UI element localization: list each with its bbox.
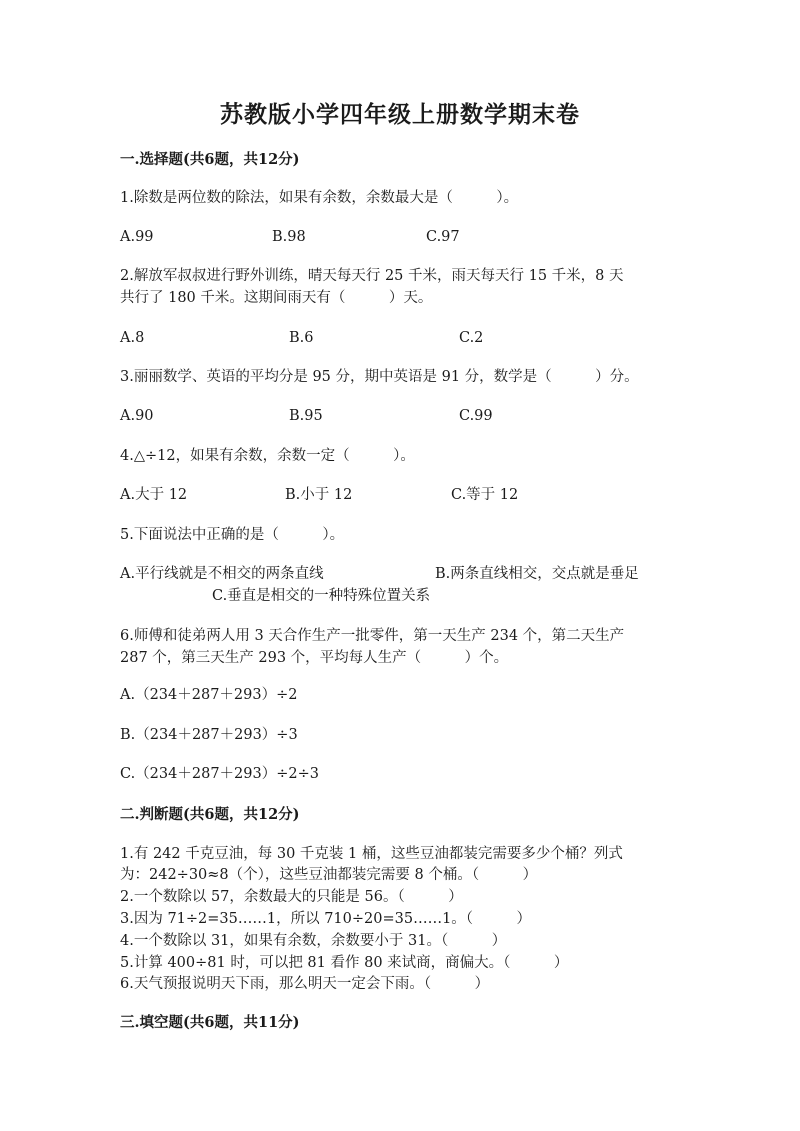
question-2-option-b: B.6 xyxy=(289,330,314,346)
question-2-option-c: C.2 xyxy=(459,330,484,346)
question-3-option-b: B.95 xyxy=(289,408,323,424)
judgment-1-line-1: 1.有 242 千克豆油，每 30 千克装 1 桶，这些豆油都装完需要多少个桶？列式 xyxy=(120,846,623,862)
exam-title: 苏教版小学四年级上册数学期末卷 xyxy=(220,101,580,128)
question-6-option-b: B.（234＋287＋293）÷3 xyxy=(120,727,298,743)
question-5-option-c: C.垂直是相交的一种特殊位置关系 xyxy=(212,588,431,604)
question-4-option-a: A.大于 12 xyxy=(120,487,188,503)
section-1-heading: 一.选择题(共6题，共12分) xyxy=(120,151,300,168)
question-5-option-a: A.平行线就是不相交的两条直线 xyxy=(120,566,324,582)
question-6-line-2: 287 个，第三天生产 293 个，平均每人生产（ ）个。 xyxy=(120,650,509,666)
judgment-3: 3.因为 71÷2=35……1，所以 710÷20=35……1。（ ） xyxy=(120,911,532,927)
section-2-heading: 二.判断题(共6题，共12分) xyxy=(120,806,300,823)
question-4: 4.△÷12，如果有余数，余数一定（ ）。 xyxy=(120,448,415,464)
question-1-option-a: A.99 xyxy=(120,229,154,245)
judgment-4: 4.一个数除以 31，如果有余数，余数要小于 31。（ ） xyxy=(120,933,507,949)
section-3-heading: 三.填空题(共6题，共11分) xyxy=(120,1014,300,1031)
question-1-option-c: C.97 xyxy=(426,229,460,245)
question-5: 5.下面说法中正确的是（ ）。 xyxy=(120,527,345,543)
judgment-2: 2.一个数除以 57，余数最大的只能是 56。（ ） xyxy=(120,889,463,905)
judgment-1-line-2: 为：242÷30≈8（个），这些豆油都装完需要 8 个桶。（ ） xyxy=(120,867,538,883)
question-2-line-1: 2.解放军叔叔进行野外训练，晴天每天行 25 千米，雨天每天行 15 千米，8 天 xyxy=(120,268,624,284)
question-3-option-c: C.99 xyxy=(459,408,493,424)
question-5-option-b: B.两条直线相交，交点就是垂足 xyxy=(435,566,639,582)
question-6-option-c: C.（234＋287＋293）÷2÷3 xyxy=(120,766,319,782)
question-1-option-b: B.98 xyxy=(272,229,306,245)
question-4-option-c: C.等于 12 xyxy=(451,487,519,503)
question-6-line-1: 6.师傅和徒弟两人用 3 天合作生产一批零件，第一天生产 234 个，第二天生产 xyxy=(120,628,625,644)
question-3-option-a: A.90 xyxy=(120,408,154,424)
question-2-option-a: A.8 xyxy=(120,330,145,346)
question-3: 3.丽丽数学、英语的平均分是 95 分，期中英语是 91 分，数学是（ ）分。 xyxy=(120,369,639,385)
question-4-option-b: B.小于 12 xyxy=(285,487,353,503)
judgment-6: 6.天气预报说明天下雨，那么明天一定会下雨。（ ） xyxy=(120,976,490,992)
question-1: 1.除数是两位数的除法，如果有余数，余数最大是（ ）。 xyxy=(120,190,519,206)
question-6-option-a: A.（234＋287＋293）÷2 xyxy=(120,687,298,703)
judgment-5: 5.计算 400÷81 时，可以把 81 看作 80 来试商，商偏大。（ ） xyxy=(120,955,569,971)
question-2-line-2: 共行了 180 千米。这期间雨天有（ ）天。 xyxy=(120,290,433,306)
